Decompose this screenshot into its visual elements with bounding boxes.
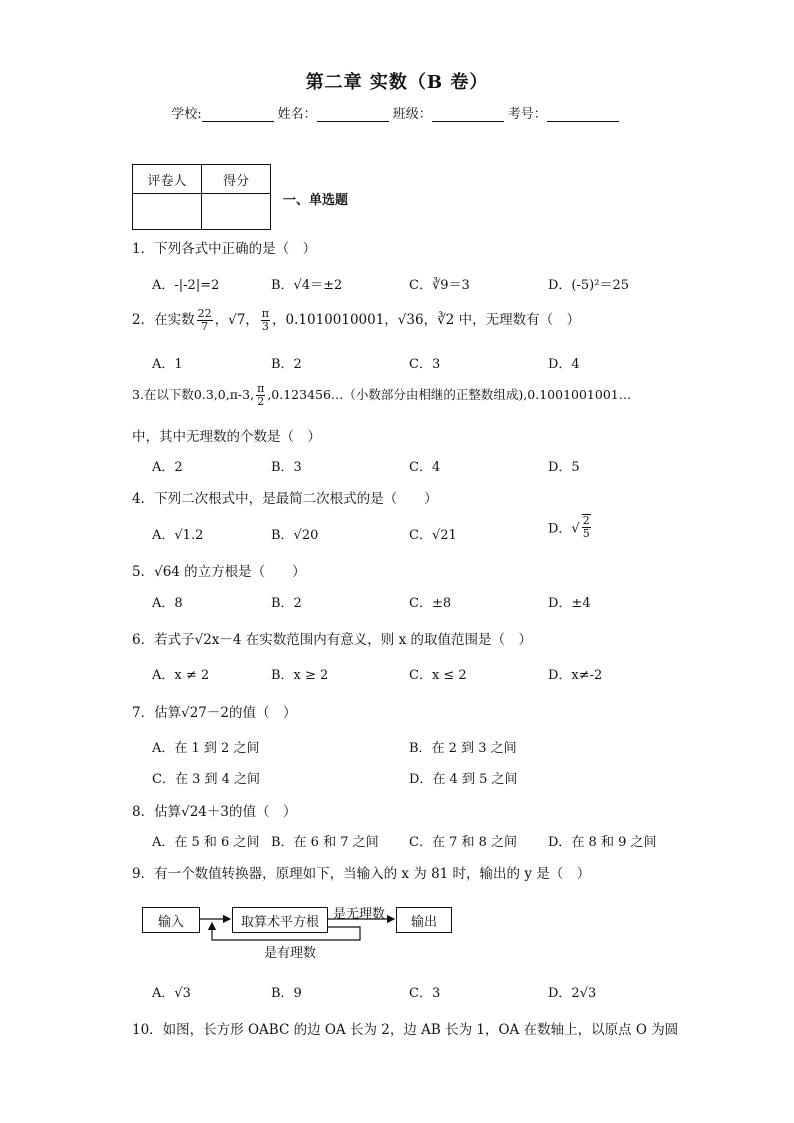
reviewer-header: 评卷人 <box>133 165 202 194</box>
q3-option-b[interactable]: B．3 <box>271 460 302 475</box>
q3-option-d[interactable]: D．5 <box>548 460 580 475</box>
q7-option-c[interactable]: C．在 3 到 4 之间 <box>152 772 261 787</box>
question-3-stem-2: 中，其中无理数的个数是（ ） <box>132 429 321 445</box>
question-9-stem: 9．有一个数值转换器，原理如下，当输入的 x 为 81 时，输出的 y 是（ ） <box>132 866 591 882</box>
arrow-loop-back <box>212 923 360 940</box>
q7-option-a[interactable]: A．在 1 到 2 之间 <box>152 741 260 756</box>
score-header: 得分 <box>202 165 271 194</box>
q2-option-b[interactable]: B．2 <box>271 357 302 372</box>
score-cell[interactable] <box>202 194 271 230</box>
q6-option-c[interactable]: C．x ≤ 2 <box>409 668 467 683</box>
q4-option-c[interactable]: C．√21 <box>409 528 457 543</box>
q4-frac-num: 2 <box>582 514 590 527</box>
q3-option-c[interactable]: C．4 <box>409 460 441 475</box>
question-7-stem: 7．估算√27－2的值（ ） <box>132 705 297 721</box>
question-6-stem: 6．若式子√2x－4 在实数范围内有意义，则 x 的取值范围是（ ） <box>132 632 532 648</box>
question-3-stem <box>132 383 631 408</box>
class-label: 班级： <box>392 107 432 122</box>
page-title: 第二章 实数（B 卷） <box>305 72 489 93</box>
q8-option-b[interactable]: B．在 6 和 7 之间 <box>271 835 379 850</box>
q2-frac1-den: 7 <box>201 320 209 333</box>
q8-option-c[interactable]: C．在 7 和 8 之间 <box>409 835 518 850</box>
q3-stem-pre: 3.在以下数0.3,0,π-3, <box>132 387 255 402</box>
flow-output-box: 输出 <box>396 907 452 933</box>
question-1-stem: 1．下列各式中正确的是（ ） <box>132 241 317 257</box>
q4-fraction-2-5 <box>582 514 591 540</box>
q2-frac2-den: 3 <box>261 320 269 333</box>
q4-option-b[interactable]: B．√20 <box>271 528 319 543</box>
q3-fraction-pi-2 <box>256 383 265 408</box>
q2-stem-mid: ，√7， <box>214 312 259 328</box>
q4-option-a[interactable]: A．√1.2 <box>152 528 204 543</box>
q3-frac-den: 2 <box>257 395 265 408</box>
q4-option-d[interactable] <box>548 514 593 540</box>
q2-option-c[interactable]: C．3 <box>409 357 441 372</box>
score-table <box>132 164 271 230</box>
exam-no-label: 考号： <box>507 107 547 122</box>
q3-frac-num: π <box>257 382 265 395</box>
question-2-stem <box>132 308 580 333</box>
q9-option-c[interactable]: C．3 <box>409 986 441 1001</box>
flow-label-rational: 是有理数 <box>264 946 317 961</box>
question-5-stem: 5．√64 的立方根是（ ） <box>132 564 306 580</box>
q1-option-c[interactable]: C．∛9＝3 <box>409 278 470 293</box>
q3-stem-post: ,0.123456…（小数部分由相继的正整数组成),0.1001001001… <box>267 387 632 402</box>
question-10-stem: 10．如图，长方形 OABC 的边 OA 长为 2，边 AB 长为 1，OA 在数轴上，以原点 O 为圆 <box>132 1022 679 1038</box>
q2-frac2-num: π <box>261 307 270 320</box>
reviewer-cell[interactable] <box>133 194 202 230</box>
q2-stem-post: ，0.1010010001，√36，∛2 中，无理数有（ ） <box>272 312 581 328</box>
exam-no-blank[interactable] <box>547 109 619 122</box>
q8-option-a[interactable]: A．在 5 和 6 之间 <box>152 835 260 850</box>
q9-option-d[interactable]: D．2√3 <box>548 986 597 1001</box>
name-blank[interactable] <box>317 109 389 122</box>
q9-option-a[interactable]: A．√3 <box>152 986 191 1001</box>
q8-option-d[interactable]: D．在 8 和 9 之间 <box>548 835 657 850</box>
flow-input-box: 输入 <box>142 907 200 933</box>
q2-option-d[interactable]: D．4 <box>548 357 580 372</box>
school-blank[interactable] <box>202 109 274 122</box>
q5-option-d[interactable]: D．±4 <box>548 596 591 611</box>
flow-process-box: 取算术平方根 <box>232 907 328 933</box>
q2-stem-pre: 2．在实数 <box>132 312 195 328</box>
q6-option-a[interactable]: A．x ≠ 2 <box>152 668 210 683</box>
q7-option-d[interactable]: D．在 4 到 5 之间 <box>409 772 518 787</box>
q1-option-b[interactable]: B．√4＝±2 <box>271 278 343 293</box>
question-4-stem: 4．下列二次根式中，是最简二次根式的是（ ） <box>132 491 438 507</box>
q9-option-b[interactable]: B．9 <box>271 986 302 1001</box>
q4-option-d-label: D．√ <box>548 521 580 537</box>
student-info-line <box>0 103 794 122</box>
q6-option-d[interactable]: D．x≠-2 <box>548 668 603 683</box>
name-label: 姓名： <box>277 107 317 122</box>
class-blank[interactable] <box>432 109 504 122</box>
section-heading: 一、单选题 <box>283 193 349 208</box>
school-label: 学校: <box>171 107 202 122</box>
q1-option-d[interactable]: D．(-5)²＝25 <box>548 278 629 293</box>
q3-option-a[interactable]: A．2 <box>152 460 183 475</box>
q4-frac-den: 5 <box>582 527 590 540</box>
q5-option-a[interactable]: A．8 <box>152 596 183 611</box>
q2-frac1-num: 22 <box>197 307 212 320</box>
question-8-stem: 8．估算√24＋3的值（ ） <box>132 804 297 820</box>
q5-option-c[interactable]: C．±8 <box>409 596 452 611</box>
flow-label-irrational: 是无理数 <box>333 907 386 922</box>
q5-option-b[interactable]: B．2 <box>271 596 302 611</box>
q1-option-a[interactable]: A．-|-2|=2 <box>152 278 220 293</box>
q6-option-b[interactable]: B．x ≥ 2 <box>271 668 329 683</box>
q2-option-a[interactable]: A．1 <box>152 357 183 372</box>
q2-fraction-22-7 <box>197 308 213 333</box>
q2-fraction-pi-3 <box>261 308 270 333</box>
q7-option-b[interactable]: B．在 2 到 3 之间 <box>409 741 517 756</box>
